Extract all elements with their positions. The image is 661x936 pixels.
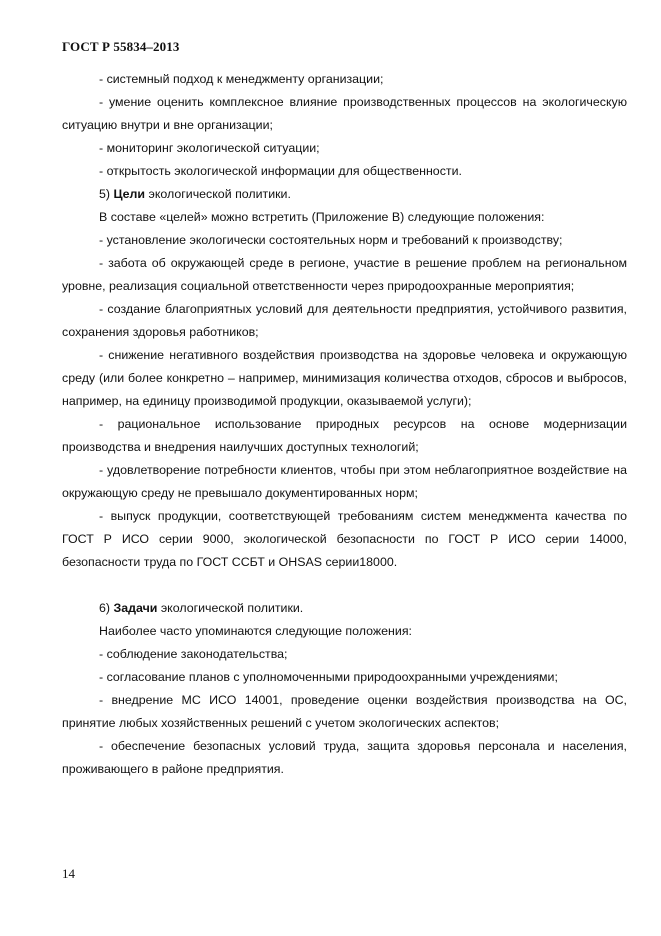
paragraph: В составе «целей» можно встретить (Приложение В) следующие положения: [99,210,545,224]
section-heading-goals [62,183,627,206]
paragraph-spacer [62,574,627,597]
paragraph: - создание благоприятных условий для деятельности предприятия, устойчивого развития, сохранения здоровья работников; [62,302,627,339]
document-body [62,68,627,781]
section-heading-text: экологической политики. [145,187,291,201]
section-keyword: Цели [113,187,146,201]
paragraph: - установление экологически состоятельных норм и требований к производству; [99,233,563,247]
paragraph: - забота об окружающей среде в регионе, участие в решение проблем на региональном уровне, реализация социальной ответственности через природоохранные мероприятия; [62,256,627,293]
paragraph: - мониторинг экологической ситуации; [99,141,320,155]
paragraph: - удовлетворение потребности клиентов, чтобы при этом неблагоприятное воздействие на окружающую среду не превышало документированных норм; [62,463,627,500]
paragraph: - снижение негативного воздействия производства на здоровье человека и окружающую среду (или более конкретно – например, минимизация количества отходов, сбросов и выбросов, например, на единицу производимой продукции, оказываемой услуги); [62,348,627,408]
paragraph: - внедрение МС ИСО 14001, проведение оценки воздействия производства на ОС, принятие любых хозяйственных решений с учетом экологических аспектов; [62,693,627,730]
section-number: 5) [99,187,114,201]
paragraph: Наиболее часто упоминаются следующие положения: [99,624,412,638]
paragraph: - открытость экологической информации для общественности. [99,164,462,178]
section-keyword: Задачи [113,601,158,615]
paragraph: - выпуск продукции, соответствующей требованиям систем менеджмента качества по ГОСТ Р ИСО серии 9000, экологической безопасности по ГОСТ Р ИСО серии 14000, безопасности труда по ГОСТ ССБТ и OHSAS серии18000. [62,509,627,569]
paragraph: - системный подход к менеджменту организации; [99,72,384,86]
paragraph: - рациональное использование природных ресурсов на основе модернизации производства и внедрения наилучших доступных технологий; [62,417,627,454]
paragraph: - умение оценить комплексное влияние производственных процессов на экологическую ситуацию внутри и вне организации; [62,95,627,132]
paragraph: - соблюдение законодательства; [99,647,288,661]
document-code-header: ГОСТ Р 55834–2013 [62,39,180,54]
section-number: 6) [99,601,114,615]
section-heading-tasks [62,597,627,620]
paragraph: - согласование планов с уполномоченными природоохранными учреждениями; [99,670,558,684]
paragraph: - обеспечение безопасных условий труда, защита здоровья персонала и населения, проживающего в районе предприятия. [62,739,627,776]
section-heading-text: экологической политики. [157,601,304,615]
page-number: 14 [62,866,75,881]
